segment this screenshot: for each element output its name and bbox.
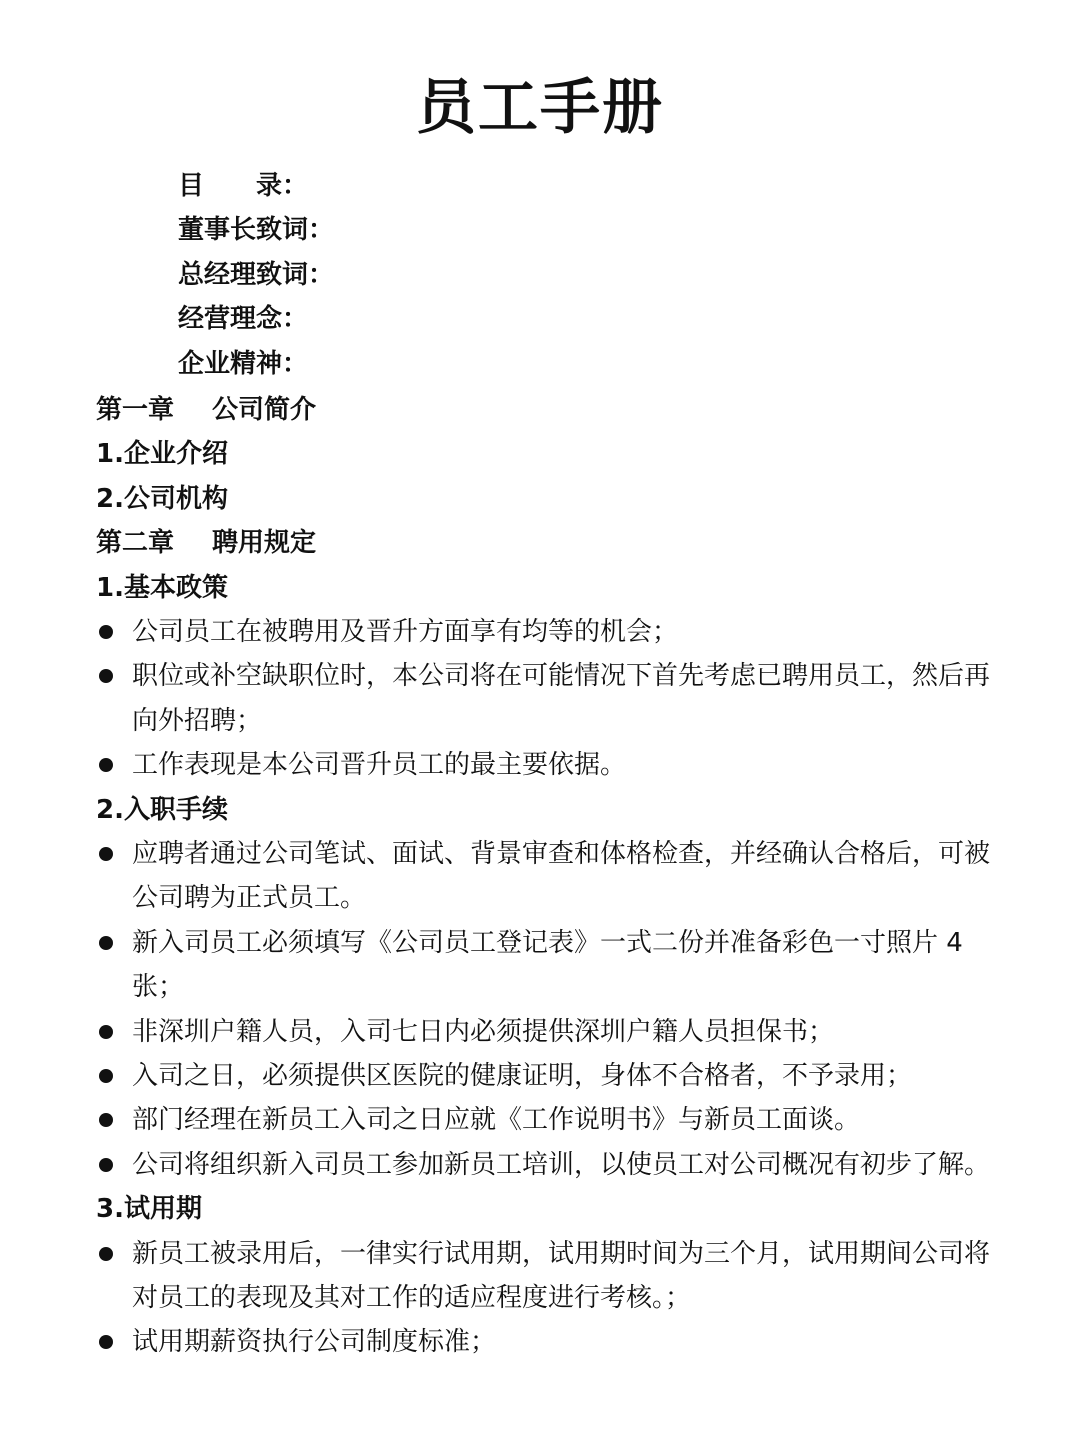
section-heading: 3.试用期 [96,1194,202,1225]
bullet-icon [99,1335,113,1349]
list-item [96,654,996,743]
toc-item: 企业精神： [178,348,309,379]
chapter-heading [96,388,996,432]
list-item [96,1143,996,1187]
list-item-text: 部门经理在新员工入司之日应就《工作说明书》与新员工面谈。 [132,1105,861,1136]
bullet-icon [99,936,113,950]
bullet-icon [99,1158,113,1172]
list-item-text: 入司之日，必须提供区医院的健康证明，身体不合格者，不予录用； [132,1061,913,1091]
list-item-text: 新入司员工必须填写《公司员工登记表》一式二份并准备彩色一寸照片 4 张； [132,927,963,1003]
bullet-icon [99,625,113,639]
list-item [96,1098,996,1142]
list-item-text: 新员工被录用后，一律实行试用期，试用期时间为三个月，试用期间公司将对员工的表现及其对工作的适应程度进行考核。； [132,1238,991,1314]
list-item-text: 试用期薪资执行公司制度标准； [132,1327,497,1358]
bullet-icon [99,1025,113,1039]
section-heading: 1.企业介绍 [96,439,228,470]
list-item-text: 公司将组织新入司员工参加新员工培训，以使员工对公司概况有初步了解。 [132,1149,991,1180]
list-item [96,1054,996,1098]
list-item [96,1320,996,1364]
toc-item: 总经理致词： [178,259,335,290]
bullet-list [96,832,996,1187]
list-item-text: 工作表现是本公司晋升员工的最主要依据。 [132,750,627,781]
list-item [96,743,996,787]
list-item [96,1232,996,1321]
list-item [96,921,996,1010]
list-item [96,1010,996,1054]
bullet-icon [99,669,113,683]
table-of-contents [178,166,334,388]
toc-item: 目 录： [178,171,309,201]
chapter-label: 第一章 [96,395,175,425]
list-item-text: 非深圳户籍人员，入司七日内必须提供深圳户籍人员担保书； [132,1016,835,1047]
chapter-name: 公司简介 [212,395,317,425]
toc-item: 董事长致词： [178,215,335,246]
bullet-list [96,610,996,788]
bullet-icon [99,1247,113,1261]
list-item-text: 应聘者通过公司笔试、面试、背景审查和体格检查，并经确认合格后，可被公司聘为正式员工。 [132,838,991,914]
section-heading: 2.公司机构 [96,483,228,514]
document-title: 员工手册 [416,73,664,143]
list-item-text: 公司员工在被聘用及晋升方面享有均等的机会； [132,616,679,647]
section-heading: 1.基本政策 [96,572,228,603]
document-body [96,388,996,1365]
chapter-heading [96,521,996,565]
bullet-icon [99,1113,113,1127]
bullet-icon [99,847,113,861]
list-item-text: 职位或补空缺职位时，本公司将在可能情况下首先考虑已聘用员工，然后再向外招聘； [132,661,991,736]
list-item [96,610,996,654]
chapter-label: 第二章 [96,528,175,559]
chapter-name: 聘用规定 [212,528,317,559]
bullet-icon [99,758,113,772]
bullet-list [96,1232,996,1365]
toc-item: 经营理念： [178,304,309,335]
bullet-icon [99,1069,113,1083]
list-item [96,832,996,921]
section-heading: 2.入职手续 [96,794,228,825]
